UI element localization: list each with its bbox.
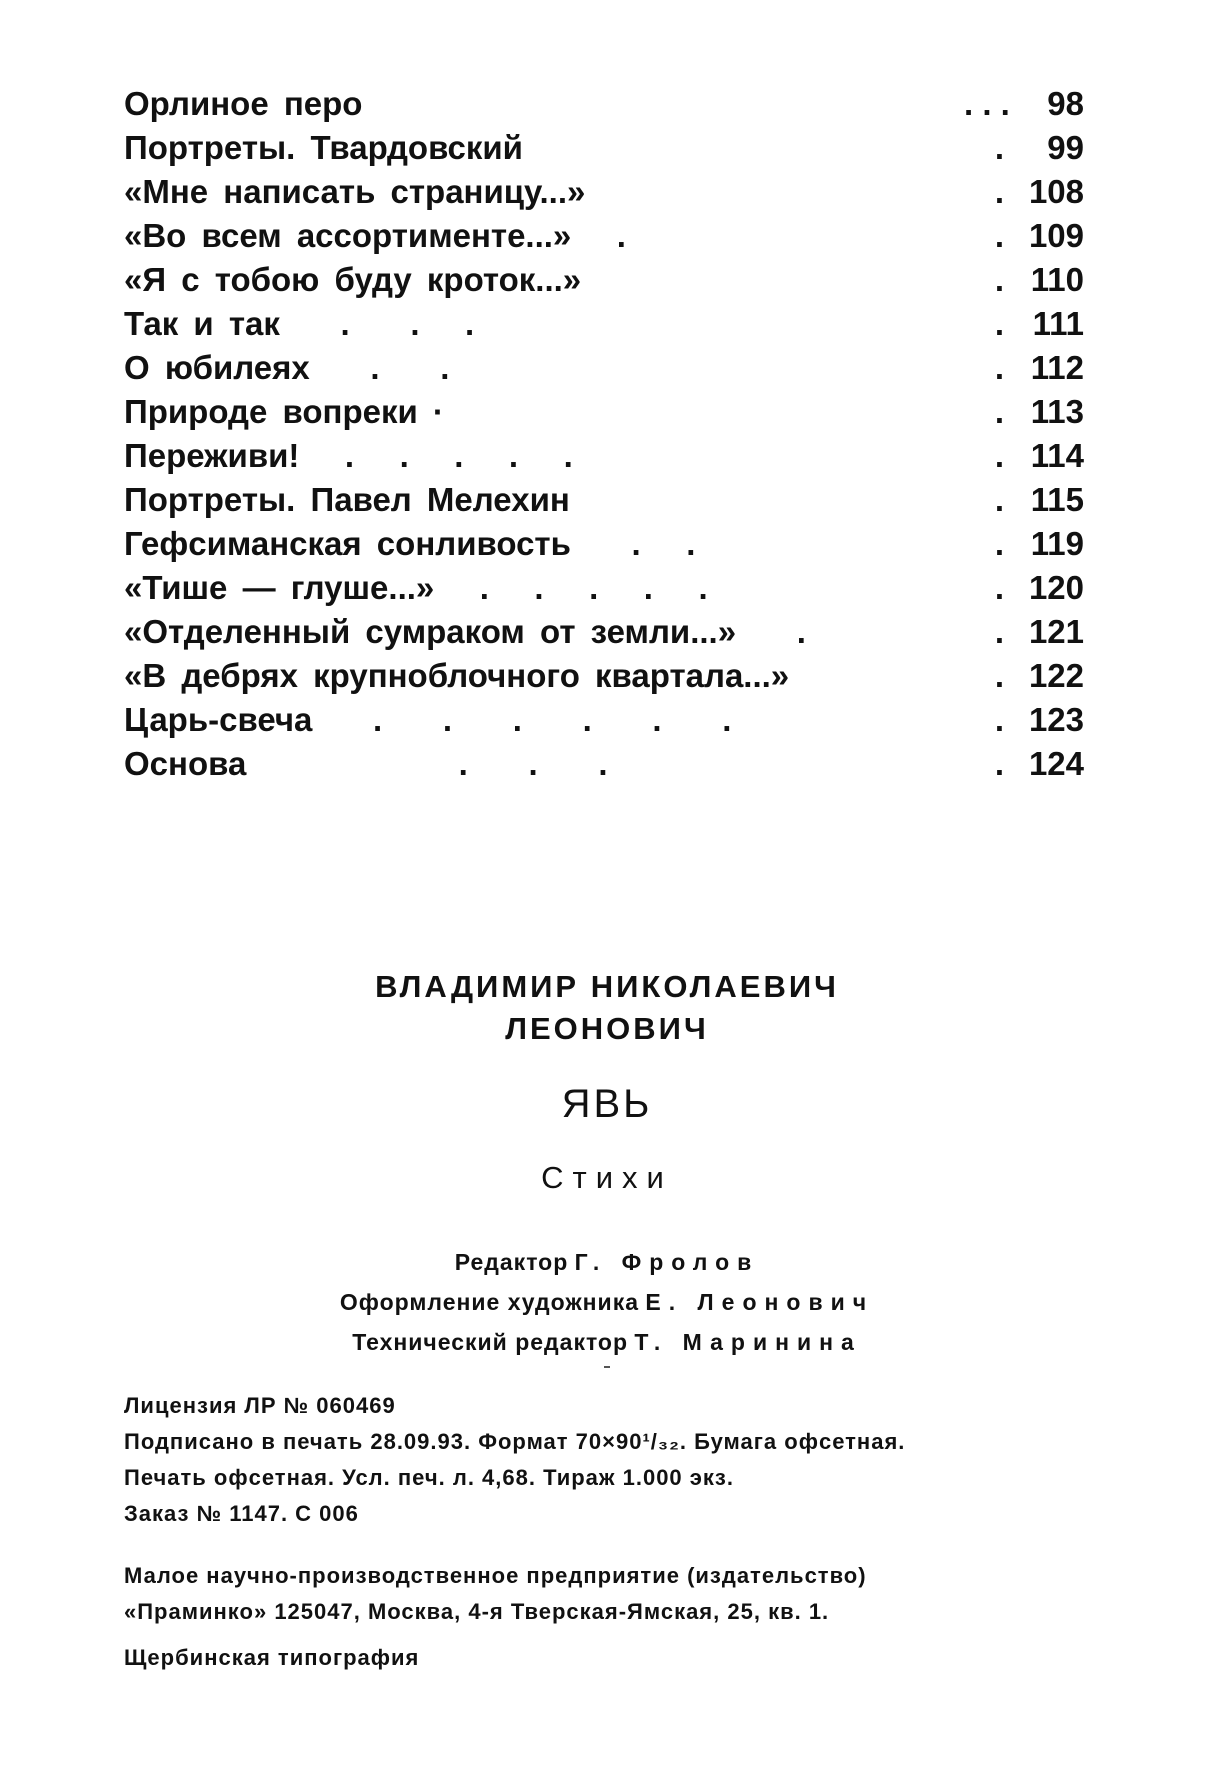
toc-entry-title: Портреты. Твардовский [124,129,523,166]
toc-entry-page-number: 98 [1047,85,1084,122]
toc-entry-page-number: 108 [1028,173,1084,210]
print-mark [604,1366,610,1368]
toc-entry-leader: . [994,701,1004,738]
credit-role: Технический редактор [352,1329,629,1355]
toc-entry [124,478,1084,522]
credit-designer [0,1282,1214,1322]
credit-editor [0,1242,1214,1282]
credit-name: Т. Маринина [634,1329,862,1355]
credit-role: Редактор [454,1249,569,1275]
toc-entry-leader: . [994,613,1004,650]
toc-entry-page-number: 115 [1030,481,1084,518]
toc-entry-page-number: 110 [1030,261,1084,298]
toc-entry-title: «В дебрях крупноблочного квартала...» [124,657,790,694]
toc-entry-leader: . [994,129,1004,166]
credit-technical-editor [0,1322,1214,1362]
credit-role: Оформление художника [339,1289,640,1315]
toc-entry-leader: . [994,437,1004,474]
toc-entry-leader: . [994,657,1004,694]
toc-entry-leader: . [994,481,1004,518]
toc-entry-title: «Во всем ассортименте...» . [124,217,626,254]
toc-entry-page-number: 99 [1047,129,1084,166]
publisher-line1: Малое научно-производственное предприятие (издательство) [124,1563,867,1588]
toc-entry-page-number: 119 [1030,525,1084,562]
order-line: Заказ № 1147. С 006 [124,1501,359,1526]
toc-entry [124,170,1084,214]
printer-line: Щербинская типография [124,1645,420,1670]
toc-entry-title: Основа . . . [124,745,608,782]
toc-entry-title: «Мне написать страницу...» [124,173,586,210]
toc-entry-leader: . [994,261,1004,298]
toc-entry [124,214,1084,258]
toc-entry-title: Портреты. Павел Мелехин [124,481,570,518]
toc-entry [124,82,1084,126]
table-of-contents [124,82,1084,786]
toc-entry-leader: . [994,525,1004,562]
license-line: Лицензия ЛР № 060469 [124,1393,396,1418]
author-name-line2: ЛЕОНОВИЧ [505,1011,709,1046]
toc-entry-page-number: 120 [1028,569,1084,606]
toc-entry-page-number: 123 [1028,701,1084,738]
toc-entry [124,346,1084,390]
credit-name: Е. Леонович [645,1289,875,1315]
toc-entry [124,258,1084,302]
toc-entry [124,698,1084,742]
toc-entry-page-number: 122 [1028,657,1084,694]
toc-entry [124,566,1084,610]
toc-entry-title: Переживи! . . . . . [124,437,573,474]
credits [0,1242,1214,1362]
signed-line: Подписано в печать 28.09.93. Формат 70×90¹/₃₂. Бумага офсетная. [124,1429,906,1454]
toc-entry [124,302,1084,346]
toc-entry-title: Так и так . . . [124,305,475,342]
book-title: ЯВЬ [561,1082,653,1126]
toc-entry [124,610,1084,654]
author-name-line1: ВЛАДИМИР НИКОЛАЕВИЧ [375,969,839,1004]
toc-entry-title: Царь-свеча . . . . . . [124,701,732,738]
toc-entry-title: «Я с тобою буду кроток...» [124,261,582,298]
publisher-line2: «Праминко» 125047, Москва, 4-я Тверская-Ямская, 25, кв. 1. [124,1599,830,1624]
toc-entry-title: О юбилеях . . [124,349,450,386]
toc-entry-leader: . [994,393,1004,430]
toc-entry-leader: . [994,349,1004,386]
credit-name: Г. Фролов [574,1249,760,1275]
toc-entry-page-number: 114 [1030,437,1084,474]
toc-entry [124,126,1084,170]
toc-entry [124,742,1084,786]
toc-entry-leader: . [994,217,1004,254]
toc-entry-title: Гефсиманская сонливость . . [124,525,696,562]
toc-entry-title: «Тише — глуше...» . . . . . [124,569,708,606]
printer-info [124,1640,1104,1676]
toc-entry-title: Орлиное перо [124,85,363,122]
book-subtitle: Стихи [541,1160,673,1195]
toc-entry [124,390,1084,434]
toc-entry [124,522,1084,566]
toc-entry-page-number: 113 [1030,393,1084,430]
toc-entry-page-number: 112 [1030,349,1084,386]
toc-entry-leader: . . . [964,85,1010,122]
toc-entry [124,654,1084,698]
publisher-info [124,1558,1104,1630]
toc-entry-title: Природе вопреки · [124,393,444,430]
toc-entry [124,434,1084,478]
toc-entry-title: «Отделенный сумраком от земли...» . [124,613,806,650]
toc-entry-page-number: 121 [1028,613,1084,650]
printing-line: Печать офсетная. Усл. печ. л. 4,68. Тираж 1.000 экз. [124,1465,734,1490]
toc-entry-page-number: 124 [1028,745,1084,782]
toc-entry-leader: . [994,745,1004,782]
toc-entry-leader: . [994,305,1004,342]
toc-entry-page-number: 111 [1032,305,1084,342]
toc-entry-leader: . [994,569,1004,606]
toc-entry-leader: . [994,173,1004,210]
toc-entry-page-number: 109 [1028,217,1084,254]
imprint-details [124,1388,1104,1532]
